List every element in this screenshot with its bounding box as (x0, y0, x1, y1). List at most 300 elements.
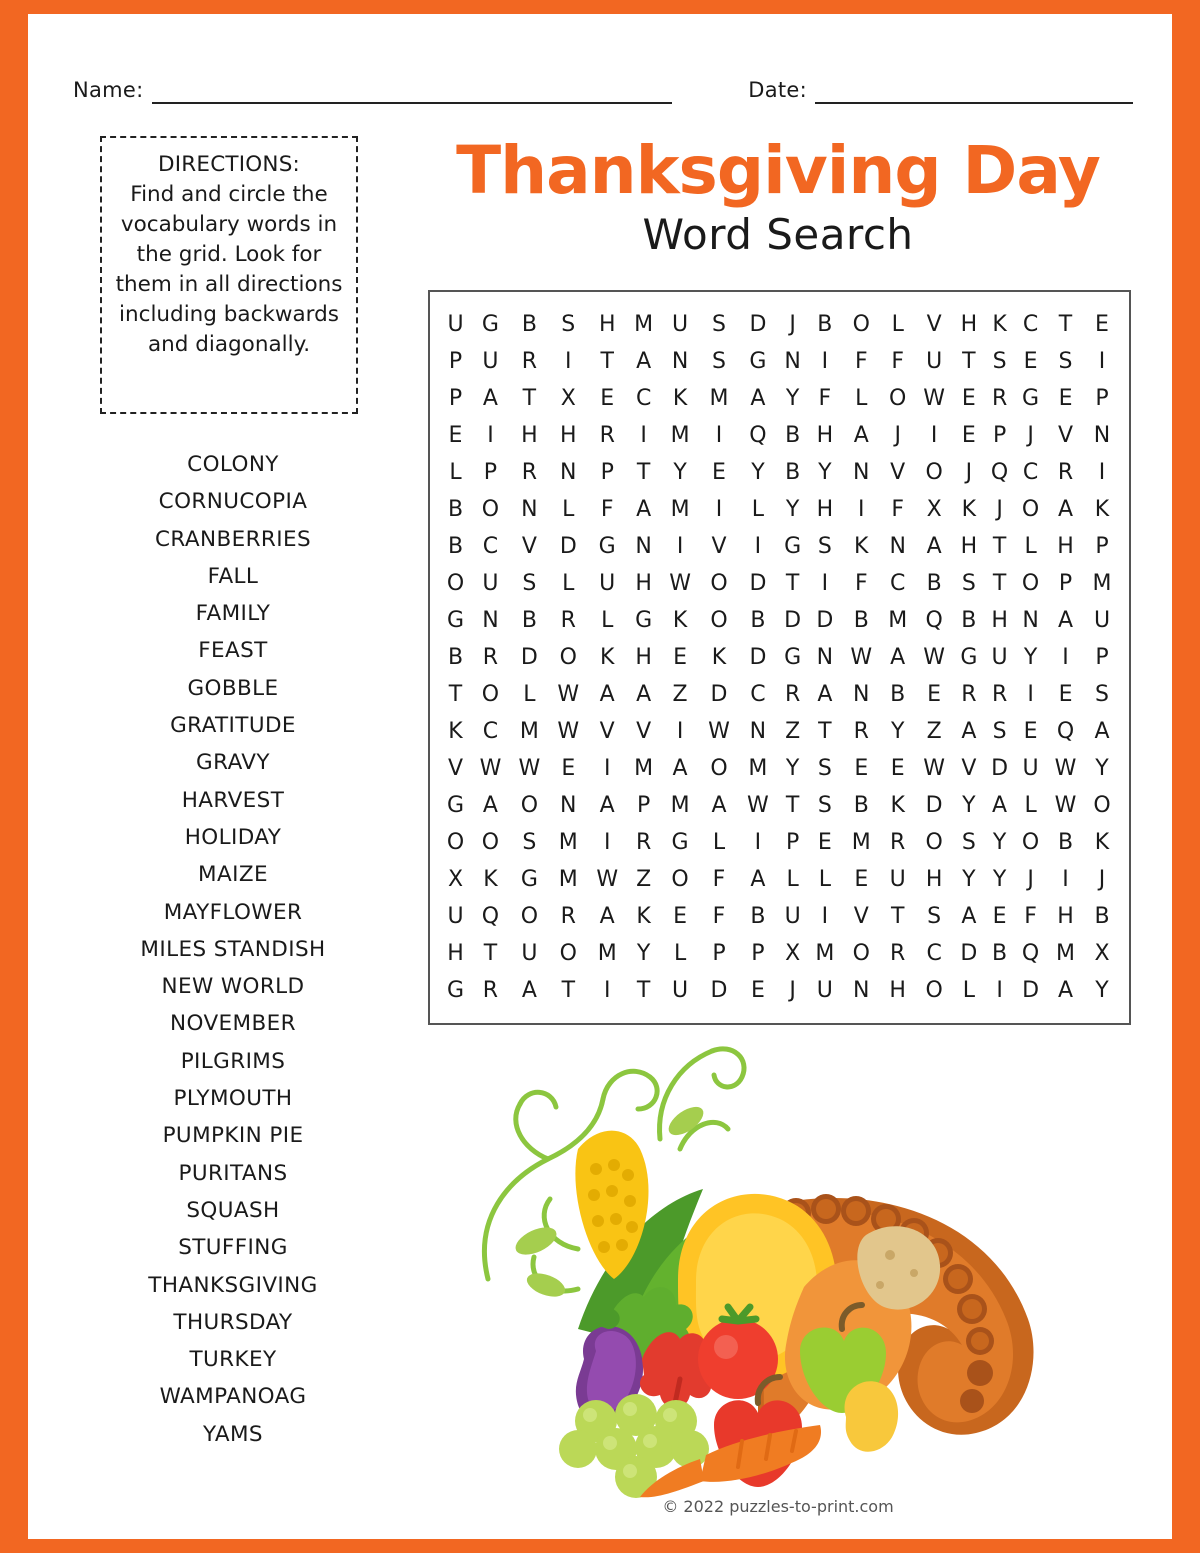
grid-cell[interactable]: L (818, 867, 831, 892)
grid-cell[interactable]: B (961, 608, 977, 633)
grid-cell[interactable]: E (1058, 386, 1073, 411)
grid-cell[interactable]: N (749, 719, 767, 744)
grid-cell[interactable]: Y (1095, 756, 1109, 781)
grid-cell[interactable]: J (894, 423, 901, 448)
grid-cell[interactable]: O (710, 571, 728, 596)
grid-cell[interactable]: F (818, 386, 832, 411)
grid-cell[interactable]: W (850, 645, 873, 670)
grid-cell[interactable]: I (603, 756, 611, 781)
grid-cell[interactable]: Z (926, 719, 942, 744)
grid-cell[interactable]: S (1095, 682, 1109, 707)
grid-cell[interactable]: X (560, 386, 576, 411)
grid-cell[interactable]: E (890, 756, 905, 781)
grid-cell[interactable]: D (749, 312, 767, 337)
grid-cell[interactable]: L (601, 608, 614, 633)
grid-cell[interactable]: N (889, 534, 906, 559)
grid-cell[interactable]: I (930, 423, 938, 448)
grid-cell[interactable]: B (853, 608, 869, 633)
grid-cell[interactable]: K (672, 608, 688, 633)
grid-cell[interactable]: V (447, 756, 464, 781)
grid-cell[interactable]: I (858, 497, 865, 522)
grid-cell[interactable]: W (479, 756, 502, 781)
grid-cell[interactable]: K (961, 497, 977, 522)
grid-cell[interactable]: K (890, 793, 905, 818)
grid-cell[interactable]: J (789, 978, 796, 1003)
grid-cell[interactable]: B (1094, 904, 1110, 929)
grid-cell[interactable]: H (960, 312, 978, 337)
grid-cell[interactable]: G (635, 608, 653, 633)
grid-cell[interactable]: Y (785, 386, 800, 411)
grid-cell[interactable]: C (482, 534, 499, 559)
grid-cell[interactable]: O (481, 830, 500, 855)
grid-cell[interactable]: H (447, 941, 464, 966)
grid-cell[interactable]: P (637, 793, 651, 818)
grid-cell[interactable]: W (557, 719, 580, 744)
grid-cell[interactable]: S (961, 571, 976, 596)
grid-cell[interactable]: Y (785, 497, 800, 522)
grid-cell[interactable]: A (672, 756, 688, 781)
grid-cell[interactable]: E (1095, 312, 1109, 337)
grid-cell[interactable]: L (673, 941, 687, 966)
grid-cell[interactable]: Y (818, 460, 832, 485)
grid-cell[interactable]: A (1094, 719, 1110, 744)
grid-cell[interactable]: P (751, 941, 765, 966)
grid-cell[interactable]: K (1094, 497, 1110, 522)
grid-cell[interactable]: O (925, 830, 943, 855)
grid-cell[interactable]: V (961, 756, 977, 781)
grid-cell[interactable]: A (1057, 978, 1074, 1003)
grid-cell[interactable]: R (635, 830, 652, 855)
grid-cell[interactable]: E (961, 386, 976, 411)
grid-cell[interactable]: B (521, 312, 537, 337)
grid-cell[interactable]: D (749, 571, 767, 596)
grid-cell[interactable]: B (750, 608, 766, 633)
grid-cell[interactable]: O (889, 386, 907, 411)
grid-cell[interactable]: M (1092, 571, 1112, 596)
grid-cell[interactable]: O (852, 941, 870, 966)
grid-cell[interactable]: D (710, 682, 728, 707)
grid-cell[interactable]: Z (785, 719, 801, 744)
grid-cell[interactable]: Z (636, 867, 652, 892)
grid-cell[interactable]: E (817, 830, 832, 855)
grid-cell[interactable]: O (710, 608, 728, 633)
grid-cell[interactable]: D (784, 608, 802, 633)
grid-cell[interactable]: N (853, 682, 870, 707)
grid-cell[interactable]: L (712, 830, 726, 855)
grid-cell[interactable]: A (961, 719, 977, 744)
grid-cell[interactable]: D (520, 645, 538, 670)
grid-cell[interactable]: K (854, 534, 869, 559)
grid-cell[interactable]: A (926, 534, 942, 559)
grid-cell[interactable]: P (1058, 571, 1073, 596)
grid-cell[interactable]: B (447, 534, 464, 559)
grid-cell[interactable]: Z (672, 682, 688, 707)
grid-cell[interactable]: A (711, 793, 727, 818)
grid-cell[interactable]: R (482, 645, 499, 670)
grid-cell[interactable]: P (1095, 386, 1109, 411)
grid-cell[interactable]: B (521, 608, 537, 633)
grid-cell[interactable]: V (521, 534, 537, 559)
grid-cell[interactable]: Y (751, 460, 765, 485)
grid-cell[interactable]: R (521, 460, 538, 485)
grid-cell[interactable]: T (522, 386, 537, 411)
grid-cell[interactable]: S (522, 830, 537, 855)
grid-cell[interactable]: I (715, 423, 723, 448)
grid-cell[interactable]: O (481, 682, 500, 707)
grid-cell[interactable]: O (925, 460, 943, 485)
grid-cell[interactable]: C (482, 719, 499, 744)
grid-cell[interactable]: A (521, 978, 537, 1003)
grid-cell[interactable]: U (1022, 756, 1039, 781)
grid-cell[interactable]: X (785, 941, 801, 966)
grid-cell[interactable]: N (784, 349, 801, 374)
grid-cell[interactable]: H (560, 423, 577, 448)
grid-cell[interactable]: Y (962, 793, 976, 818)
grid-cell[interactable]: T (962, 349, 976, 374)
grid-cell[interactable]: H (816, 497, 834, 522)
grid-cell[interactable]: O (520, 793, 539, 818)
grid-cell[interactable]: U (816, 978, 833, 1003)
grid-cell[interactable]: A (482, 793, 498, 818)
grid-cell[interactable]: E (1023, 719, 1038, 744)
grid-cell[interactable]: R (961, 682, 977, 707)
grid-cell[interactable]: F (600, 497, 614, 522)
grid-cell[interactable]: B (750, 904, 766, 929)
date-input-line[interactable] (815, 82, 1133, 104)
grid-cell[interactable]: T (636, 978, 651, 1003)
grid-cell[interactable]: M (748, 756, 768, 781)
grid-cell[interactable]: I (640, 423, 647, 448)
grid-cell[interactable]: W (708, 719, 730, 744)
grid-cell[interactable]: A (599, 682, 615, 707)
grid-cell[interactable]: W (557, 682, 580, 707)
grid-cell[interactable]: O (710, 756, 728, 781)
grid-cell[interactable]: A (636, 497, 652, 522)
grid-cell[interactable]: D (710, 978, 728, 1003)
grid-cell[interactable]: I (1027, 682, 1034, 707)
grid-cell[interactable]: D (960, 941, 978, 966)
grid-cell[interactable]: Q (925, 608, 943, 633)
grid-cell[interactable]: A (853, 423, 869, 448)
grid-cell[interactable]: W (596, 867, 619, 892)
grid-cell[interactable]: P (712, 941, 726, 966)
grid-cell[interactable]: G (784, 534, 802, 559)
grid-cell[interactable]: F (712, 867, 726, 892)
grid-cell[interactable]: E (1058, 682, 1073, 707)
grid-cell[interactable]: V (711, 534, 727, 559)
grid-cell[interactable]: M (851, 830, 871, 855)
grid-cell[interactable]: L (751, 497, 765, 522)
grid-cell[interactable]: S (817, 793, 832, 818)
grid-cell[interactable]: R (991, 386, 1008, 411)
grid-cell[interactable]: T (992, 534, 1007, 559)
grid-cell[interactable]: L (786, 867, 799, 892)
grid-cell[interactable]: R (599, 423, 615, 448)
grid-cell[interactable]: G (446, 793, 465, 818)
grid-cell[interactable]: T (785, 571, 800, 596)
grid-cell[interactable]: U (926, 349, 943, 374)
grid-cell[interactable]: U (482, 349, 499, 374)
grid-cell[interactable]: R (890, 830, 906, 855)
grid-cell[interactable]: B (853, 793, 869, 818)
grid-cell[interactable]: A (992, 793, 1008, 818)
grid-cell[interactable]: I (487, 423, 494, 448)
grid-cell[interactable]: Y (636, 941, 651, 966)
grid-cell[interactable]: O (1021, 830, 1040, 855)
grid-cell[interactable]: I (565, 349, 572, 374)
grid-cell[interactable]: M (597, 941, 617, 966)
grid-cell[interactable]: I (1062, 645, 1069, 670)
grid-cell[interactable]: H (635, 645, 652, 670)
grid-cell[interactable]: T (1058, 312, 1073, 337)
grid-cell[interactable]: B (785, 460, 801, 485)
grid-cell[interactable]: U (1093, 608, 1111, 633)
grid-cell[interactable]: H (1057, 904, 1074, 929)
grid-cell[interactable]: N (1093, 423, 1111, 448)
grid-cell[interactable]: N (635, 534, 652, 559)
grid-cell[interactable]: J (965, 460, 973, 485)
grid-cell[interactable]: S (1058, 349, 1073, 374)
grid-cell[interactable]: I (676, 534, 684, 559)
grid-cell[interactable]: D (559, 534, 577, 559)
grid-cell[interactable]: S (961, 830, 976, 855)
grid-cell[interactable]: S (992, 349, 1007, 374)
grid-cell[interactable]: K (992, 312, 1007, 337)
grid-cell[interactable]: I (603, 978, 611, 1003)
grid-cell[interactable]: G (1022, 386, 1040, 411)
grid-cell[interactable]: A (750, 386, 766, 411)
grid-cell[interactable]: G (520, 867, 538, 892)
grid-cell[interactable]: A (750, 867, 766, 892)
grid-cell[interactable]: N (853, 978, 870, 1003)
grid-cell[interactable]: G (671, 830, 689, 855)
grid-cell[interactable]: E (448, 423, 463, 448)
grid-cell[interactable]: G (784, 645, 802, 670)
grid-cell[interactable]: S (561, 312, 576, 337)
grid-cell[interactable]: Q (990, 460, 1009, 485)
grid-cell[interactable]: M (558, 830, 578, 855)
grid-cell[interactable]: E (673, 645, 688, 670)
grid-cell[interactable]: B (890, 682, 906, 707)
grid-cell[interactable]: M (709, 386, 729, 411)
grid-cell[interactable]: S (712, 312, 726, 337)
grid-cell[interactable]: S (817, 756, 832, 781)
grid-cell[interactable]: R (560, 608, 576, 633)
grid-cell[interactable]: V (926, 312, 942, 337)
grid-cell[interactable]: J (1027, 423, 1034, 448)
grid-cell[interactable]: J (789, 312, 796, 337)
grid-cell[interactable]: M (815, 941, 835, 966)
grid-cell[interactable]: M (670, 423, 690, 448)
grid-cell[interactable]: M (670, 793, 690, 818)
grid-cell[interactable]: H (1057, 534, 1074, 559)
grid-cell[interactable]: N (1022, 608, 1039, 633)
grid-cell[interactable]: H (521, 423, 538, 448)
grid-cell[interactable]: X (447, 867, 464, 892)
grid-cell[interactable]: I (715, 497, 723, 522)
grid-cell[interactable]: D (991, 756, 1009, 781)
grid-cell[interactable]: S (927, 904, 942, 929)
grid-cell[interactable]: S (522, 571, 537, 596)
grid-cell[interactable]: O (520, 904, 539, 929)
grid-cell[interactable]: D (749, 645, 767, 670)
grid-cell[interactable]: M (888, 608, 908, 633)
grid-cell[interactable]: V (1057, 423, 1074, 448)
grid-cell[interactable]: F (712, 904, 726, 929)
grid-cell[interactable]: O (559, 645, 577, 670)
grid-cell[interactable]: K (599, 645, 615, 670)
grid-cell[interactable]: F (854, 571, 868, 596)
grid-cell[interactable]: M (634, 312, 654, 337)
grid-cell[interactable]: I (676, 719, 684, 744)
grid-cell[interactable]: H (635, 571, 652, 596)
grid-cell[interactable]: A (961, 904, 977, 929)
grid-cell[interactable]: W (923, 645, 946, 670)
grid-cell[interactable]: T (890, 904, 905, 929)
grid-cell[interactable]: A (636, 349, 652, 374)
grid-cell[interactable]: I (996, 978, 1003, 1003)
grid-cell[interactable]: U (447, 904, 464, 929)
grid-cell[interactable]: N (853, 460, 870, 485)
grid-cell[interactable]: P (1095, 534, 1109, 559)
grid-cell[interactable]: V (636, 719, 652, 744)
grid-cell[interactable]: L (855, 386, 868, 411)
grid-cell[interactable]: Q (481, 904, 500, 929)
grid-cell[interactable]: J (996, 497, 1003, 522)
grid-cell[interactable]: A (599, 793, 615, 818)
grid-cell[interactable]: L (962, 978, 975, 1003)
grid-cell[interactable]: E (712, 460, 726, 485)
grid-cell[interactable]: O (481, 497, 500, 522)
grid-cell[interactable]: M (670, 497, 690, 522)
grid-cell[interactable]: R (853, 719, 869, 744)
grid-cell[interactable]: H (960, 534, 978, 559)
grid-cell[interactable]: F (1024, 904, 1037, 929)
grid-cell[interactable]: W (747, 793, 769, 818)
grid-cell[interactable]: C (750, 682, 766, 707)
grid-cell[interactable]: O (925, 978, 943, 1003)
grid-cell[interactable]: E (992, 904, 1007, 929)
grid-cell[interactable]: A (890, 645, 906, 670)
grid-cell[interactable]: K (672, 386, 688, 411)
grid-cell[interactable]: D (816, 608, 834, 633)
grid-cell[interactable]: B (926, 571, 942, 596)
grid-cell[interactable]: I (1098, 349, 1106, 374)
grid-cell[interactable]: L (523, 682, 536, 707)
grid-cell[interactable]: W (1054, 793, 1077, 818)
grid-cell[interactable]: G (749, 349, 767, 374)
grid-cell[interactable]: O (446, 830, 465, 855)
grid-cell[interactable]: U (991, 645, 1008, 670)
grid-cell[interactable]: P (785, 830, 800, 855)
grid-cell[interactable]: U (784, 904, 801, 929)
grid-cell[interactable]: L (891, 312, 904, 337)
grid-cell[interactable]: Q (1056, 719, 1075, 744)
grid-cell[interactable]: I (821, 349, 829, 374)
grid-cell[interactable]: P (448, 386, 463, 411)
grid-cell[interactable]: N (521, 497, 538, 522)
grid-cell[interactable]: K (448, 719, 463, 744)
grid-cell[interactable]: J (1027, 867, 1034, 892)
grid-cell[interactable]: P (1095, 645, 1109, 670)
grid-cell[interactable]: E (750, 978, 765, 1003)
grid-cell[interactable]: X (926, 497, 942, 522)
grid-cell[interactable]: E (561, 756, 576, 781)
grid-cell[interactable]: O (446, 571, 465, 596)
grid-cell[interactable]: R (991, 682, 1008, 707)
grid-cell[interactable]: R (1057, 460, 1074, 485)
grid-cell[interactable]: Y (1023, 645, 1038, 670)
grid-cell[interactable]: B (1057, 830, 1074, 855)
grid-cell[interactable]: E (854, 867, 869, 892)
grid-cell[interactable]: C (1022, 460, 1039, 485)
grid-cell[interactable]: Y (1095, 978, 1109, 1003)
grid-cell[interactable]: T (600, 349, 614, 374)
grid-cell[interactable]: B (785, 423, 801, 448)
grid-cell[interactable]: L (1024, 793, 1037, 818)
grid-cell[interactable]: Q (749, 423, 767, 448)
grid-cell[interactable]: U (521, 941, 538, 966)
grid-cell[interactable]: V (853, 904, 869, 929)
grid-cell[interactable]: W (923, 756, 946, 781)
grid-cell[interactable]: I (1062, 867, 1069, 892)
grid-cell[interactable]: E (854, 756, 869, 781)
grid-cell[interactable]: U (889, 867, 906, 892)
grid-cell[interactable]: D (1022, 978, 1040, 1003)
grid-cell[interactable]: Y (673, 460, 687, 485)
grid-cell[interactable]: G (446, 978, 465, 1003)
grid-cell[interactable]: N (816, 645, 834, 670)
grid-cell[interactable]: G (446, 608, 465, 633)
grid-cell[interactable]: F (854, 349, 868, 374)
grid-cell[interactable]: P (448, 349, 463, 374)
grid-cell[interactable]: C (1022, 312, 1039, 337)
grid-cell[interactable]: U (672, 312, 689, 337)
grid-cell[interactable]: A (1057, 497, 1074, 522)
grid-cell[interactable]: C (890, 571, 906, 596)
grid-cell[interactable]: L (1024, 534, 1037, 559)
grid-cell[interactable]: Q (1021, 941, 1040, 966)
grid-cell[interactable]: W (669, 571, 691, 596)
grid-cell[interactable]: N (482, 608, 499, 633)
grid-cell[interactable]: G (481, 312, 499, 337)
grid-cell[interactable]: N (560, 460, 577, 485)
grid-cell[interactable]: H (991, 608, 1008, 633)
grid-cell[interactable]: L (562, 497, 575, 522)
grid-cell[interactable]: P (483, 460, 498, 485)
grid-cell[interactable]: B (992, 941, 1008, 966)
grid-cell[interactable]: A (599, 904, 615, 929)
grid-cell[interactable]: K (483, 867, 498, 892)
grid-cell[interactable]: O (1021, 571, 1040, 596)
name-input-line[interactable] (152, 82, 672, 104)
grid-cell[interactable]: I (603, 830, 611, 855)
grid-cell[interactable]: H (925, 867, 943, 892)
grid-cell[interactable]: G (598, 534, 616, 559)
grid-cell[interactable]: T (785, 793, 800, 818)
grid-cell[interactable]: O (559, 941, 577, 966)
grid-cell[interactable]: T (992, 571, 1007, 596)
grid-cell[interactable]: X (1094, 941, 1110, 966)
grid-cell[interactable]: M (519, 719, 539, 744)
grid-cell[interactable]: Y (962, 867, 976, 892)
grid-cell[interactable]: B (447, 497, 464, 522)
grid-cell[interactable]: L (562, 571, 575, 596)
grid-cell[interactable]: G (960, 645, 978, 670)
grid-cell[interactable]: H (889, 978, 906, 1003)
grid-cell[interactable]: B (447, 645, 464, 670)
grid-cell[interactable]: T (818, 719, 832, 744)
